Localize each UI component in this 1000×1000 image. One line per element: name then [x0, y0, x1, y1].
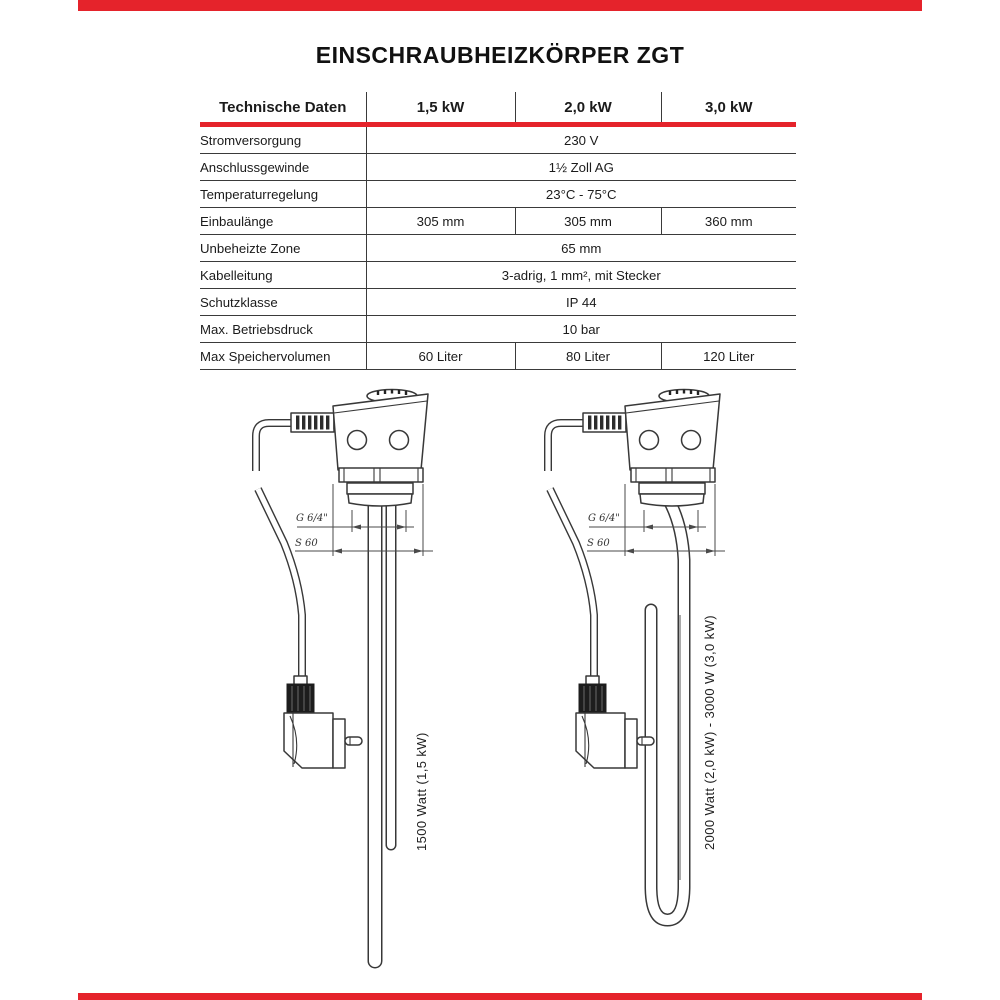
- row-label: Max. Betriebsdruck: [200, 316, 366, 343]
- row-value: 60 Liter: [366, 343, 515, 370]
- row-value: 305 mm: [515, 208, 661, 235]
- table-header-col-1: 1,5 kW: [366, 92, 515, 125]
- row-value: IP 44: [366, 289, 796, 316]
- row-label: Stromversorgung: [200, 125, 366, 154]
- power-rating-label: 2000 Watt (2,0 kW) - 3000 W (3,0 kW): [702, 615, 717, 850]
- row-value: 1½ Zoll AG: [366, 154, 796, 181]
- heating-rod-straight: [375, 500, 391, 961]
- wrench-dimension-label: S 60: [587, 538, 610, 549]
- table-header-col-3: 3,0 kW: [661, 92, 796, 125]
- heating-rod-loop: [651, 497, 684, 920]
- row-value: 305 mm: [366, 208, 515, 235]
- row-value: 120 Liter: [661, 343, 796, 370]
- drawing-loop-element: [548, 390, 725, 921]
- row-label: Einbaulänge: [200, 208, 366, 235]
- row-value: 230 V: [366, 125, 796, 154]
- row-value: 23°C - 75°C: [366, 181, 796, 208]
- row-value: 65 mm: [366, 235, 796, 262]
- wrench-dimension-label: S 60: [295, 538, 318, 549]
- power-rating-label: 1500 Watt (1,5 kW): [414, 732, 429, 851]
- row-label: Temperaturregelung: [200, 181, 366, 208]
- table-header-label: Technische Daten: [200, 92, 366, 125]
- bottom-red-bar: [78, 993, 922, 1000]
- row-label: Anschlussgewinde: [200, 154, 366, 181]
- row-label: Max Speichervolumen: [200, 343, 366, 370]
- row-label: Kabelleitung: [200, 262, 366, 289]
- row-value: 10 bar: [366, 316, 796, 343]
- thread-dimension-label: G 6/4": [588, 513, 620, 524]
- drawing-straight-element: [256, 390, 433, 962]
- row-value: 3-adrig, 1 mm², mit Stecker: [366, 262, 796, 289]
- table-header-col-2: 2,0 kW: [515, 92, 661, 125]
- row-value: 80 Liter: [515, 343, 661, 370]
- thread-dimension-label: G 6/4": [296, 513, 328, 524]
- row-label: Unbeheizte Zone: [200, 235, 366, 262]
- row-label: Schutzklasse: [200, 289, 366, 316]
- row-value: 360 mm: [661, 208, 796, 235]
- page-title: EINSCHRAUBHEIZKÖRPER ZGT: [315, 42, 685, 68]
